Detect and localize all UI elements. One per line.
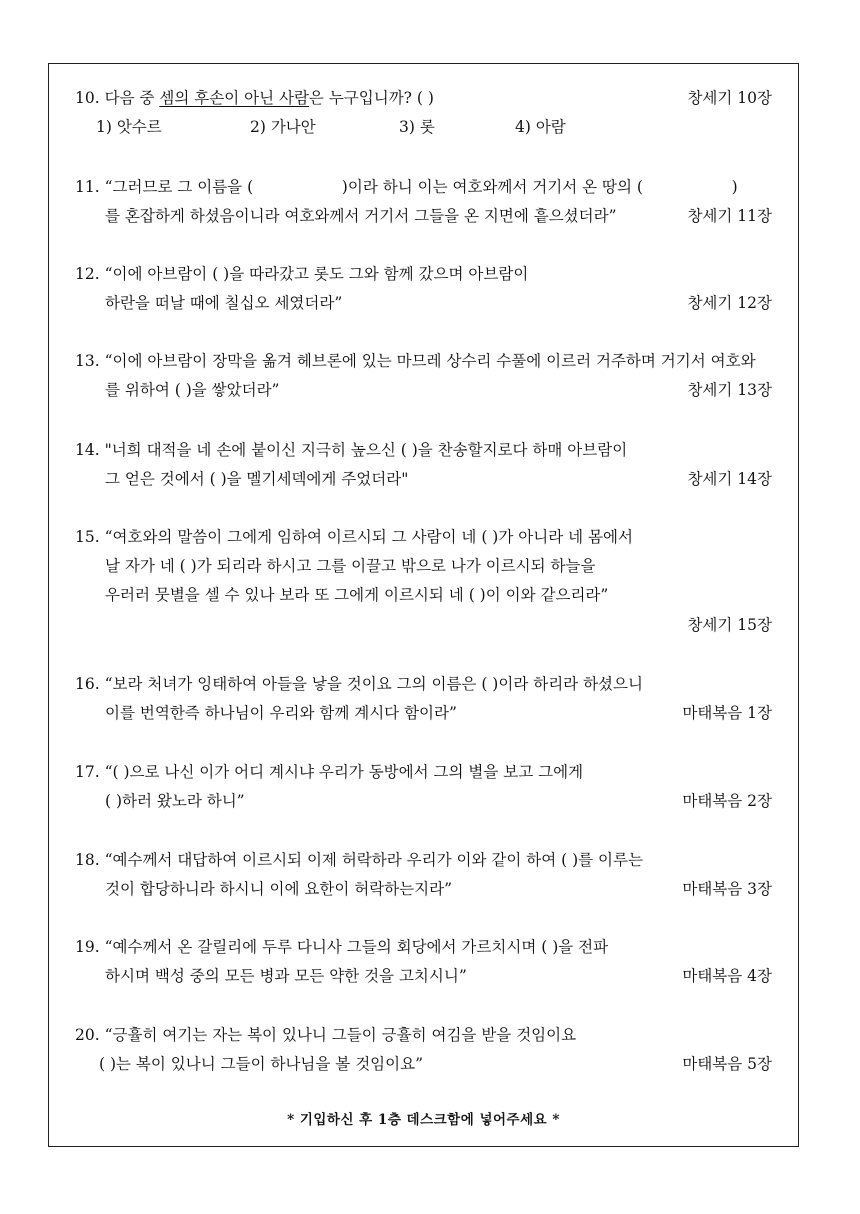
question-15-line-1: 15. “여호와의 말씀이 그에게 임하여 이르시되 그 사람이 네 ( )가 아니라 네 몸에서	[75, 528, 633, 546]
question-12-line-2: 하란을 떠날 때에 칠십오 세였더라”	[105, 294, 343, 312]
question-20	[49, 1025, 798, 1045]
question-15-line-3: 우러러 뭇별을 셀 수 있나 보라 또 그에게 이르시되 네 ( )이 이와 같으리라”	[105, 586, 609, 604]
question-19-line-1: 19. “예수께서 온 갈릴리에 두루 다니사 그들의 회당에서 가르치시며 ( )을 전파	[75, 938, 609, 956]
question-15	[49, 527, 798, 547]
question-12	[49, 264, 798, 284]
question-20-line-1: 20. “긍휼히 여기는 자는 복이 있나니 그들이 긍휼히 여김을 받을 것임이요	[75, 1026, 577, 1044]
option-1: 1) 앗수르	[96, 118, 162, 136]
question-16-line-2: 이를 번역한즉 하나님이 우리와 함께 계시다 함이라”	[105, 704, 457, 722]
question-19-line-2: 하시며 백성 중의 모든 병과 모든 약한 것을 고치시니”	[105, 967, 467, 985]
scripture-reference: 마태복음 4장	[682, 967, 772, 985]
question-19	[49, 937, 798, 957]
question-14-line-1: 14. "너희 대적을 네 손에 붙이신 지극히 높으신 ( )을 찬송할지로다 하매 아브람이	[75, 441, 628, 459]
question-10-text: 10. 다음 중 셈의 후손이 아닌 사람은 누구입니까? ( )	[75, 89, 434, 107]
question-16	[49, 674, 798, 694]
quiz-sheet	[48, 63, 799, 1147]
question-10	[49, 88, 798, 108]
question-20-line-2-row	[49, 1054, 798, 1074]
question-15-line-3-row	[49, 585, 798, 605]
question-19-line-2-row	[49, 966, 798, 986]
question-17-line-2-row	[49, 791, 798, 811]
scripture-reference: 창세기 14장	[687, 470, 772, 488]
question-16-line-2-row	[49, 703, 798, 723]
scripture-reference: 창세기 13장	[687, 381, 772, 399]
question-13-line-2: 를 위하여 ( )을 쌓았더라”	[105, 381, 280, 399]
scripture-reference: 창세기 12장	[687, 294, 772, 312]
underlined-phrase: 셈의 후손이 아닌 사람	[159, 89, 309, 107]
question-12-line-2-row	[49, 293, 798, 313]
question-18-line-1: 18. “예수께서 대답하여 이르시되 이제 허락하라 우리가 이와 같이 하여 ( )를 이루는	[75, 851, 643, 869]
question-11	[49, 177, 798, 197]
question-11-line-2: 를 혼잡하게 하셨음이니라 여호와께서 거기서 그들을 온 지면에 흩으셨더라”	[105, 207, 617, 225]
option-3: 3) 롯	[399, 118, 435, 136]
scripture-reference: 마태복음 3장	[682, 880, 772, 898]
question-14-line-2: 그 얻은 것에서 ( )을 멜기세덱에게 주었더라"	[105, 470, 409, 488]
scripture-reference: 마태복음 2장	[682, 792, 772, 810]
question-17-line-2: ( )하러 왔노라 하니”	[105, 792, 245, 810]
question-11-line-1: 11. “그러므로 그 이름을 ( )이라 하니 이는 여호와께서 거기서 온 땅의 ( )	[75, 178, 738, 196]
submission-note: * 기입하신 후 1층 데스크함에 넣어주세요 *	[287, 1112, 560, 1128]
question-15-line-2: 날 자가 네 ( )가 되리라 하시고 그를 이끌고 밖으로 나가 이르시되 하늘을	[105, 557, 596, 575]
question-20-line-2: ( )는 복이 있나니 그들이 하나님을 볼 것임이요”	[99, 1055, 424, 1073]
question-15-ref-row	[49, 615, 798, 635]
question-13	[49, 351, 798, 371]
question-11-line-2-row	[49, 206, 798, 226]
scripture-reference: 창세기 15장	[687, 616, 772, 634]
scripture-reference: 창세기 10장	[687, 89, 772, 107]
question-18	[49, 850, 798, 870]
question-16-line-1: 16. “보라 처녀가 잉태하여 아들을 낳을 것이요 그의 이름은 ( )이라 하리라 하셨으니	[75, 675, 643, 693]
option-2: 2) 가나안	[250, 118, 316, 136]
scripture-reference: 창세기 11장	[687, 207, 772, 225]
question-17	[49, 762, 798, 782]
question-14	[49, 440, 798, 460]
scripture-reference: 마태복음 5장	[682, 1055, 772, 1073]
option-4: 4) 아람	[515, 118, 566, 136]
question-13-line-2-row	[49, 380, 798, 400]
answer-options	[49, 117, 798, 137]
question-18-line-2: 것이 합당하니라 하시니 이에 요한이 허락하는지라”	[105, 880, 452, 898]
question-17-line-1: 17. “( )으로 나신 이가 어디 계시냐 우리가 동방에서 그의 별을 보고 그에게	[75, 763, 584, 781]
question-18-line-2-row	[49, 879, 798, 899]
question-15-line-2-row	[49, 556, 798, 576]
question-14-line-2-row	[49, 469, 798, 489]
question-13-line-1: 13. “이에 아브람이 장막을 옮겨 헤브론에 있는 마므레 상수리 수풀에 이르러 거주하며 거기서 여호와	[75, 352, 756, 370]
question-12-line-1: 12. “이에 아브람이 ( )을 따라갔고 롯도 그와 함께 갔으며 아브람이	[75, 265, 529, 283]
scripture-reference: 마태복음 1장	[682, 704, 772, 722]
